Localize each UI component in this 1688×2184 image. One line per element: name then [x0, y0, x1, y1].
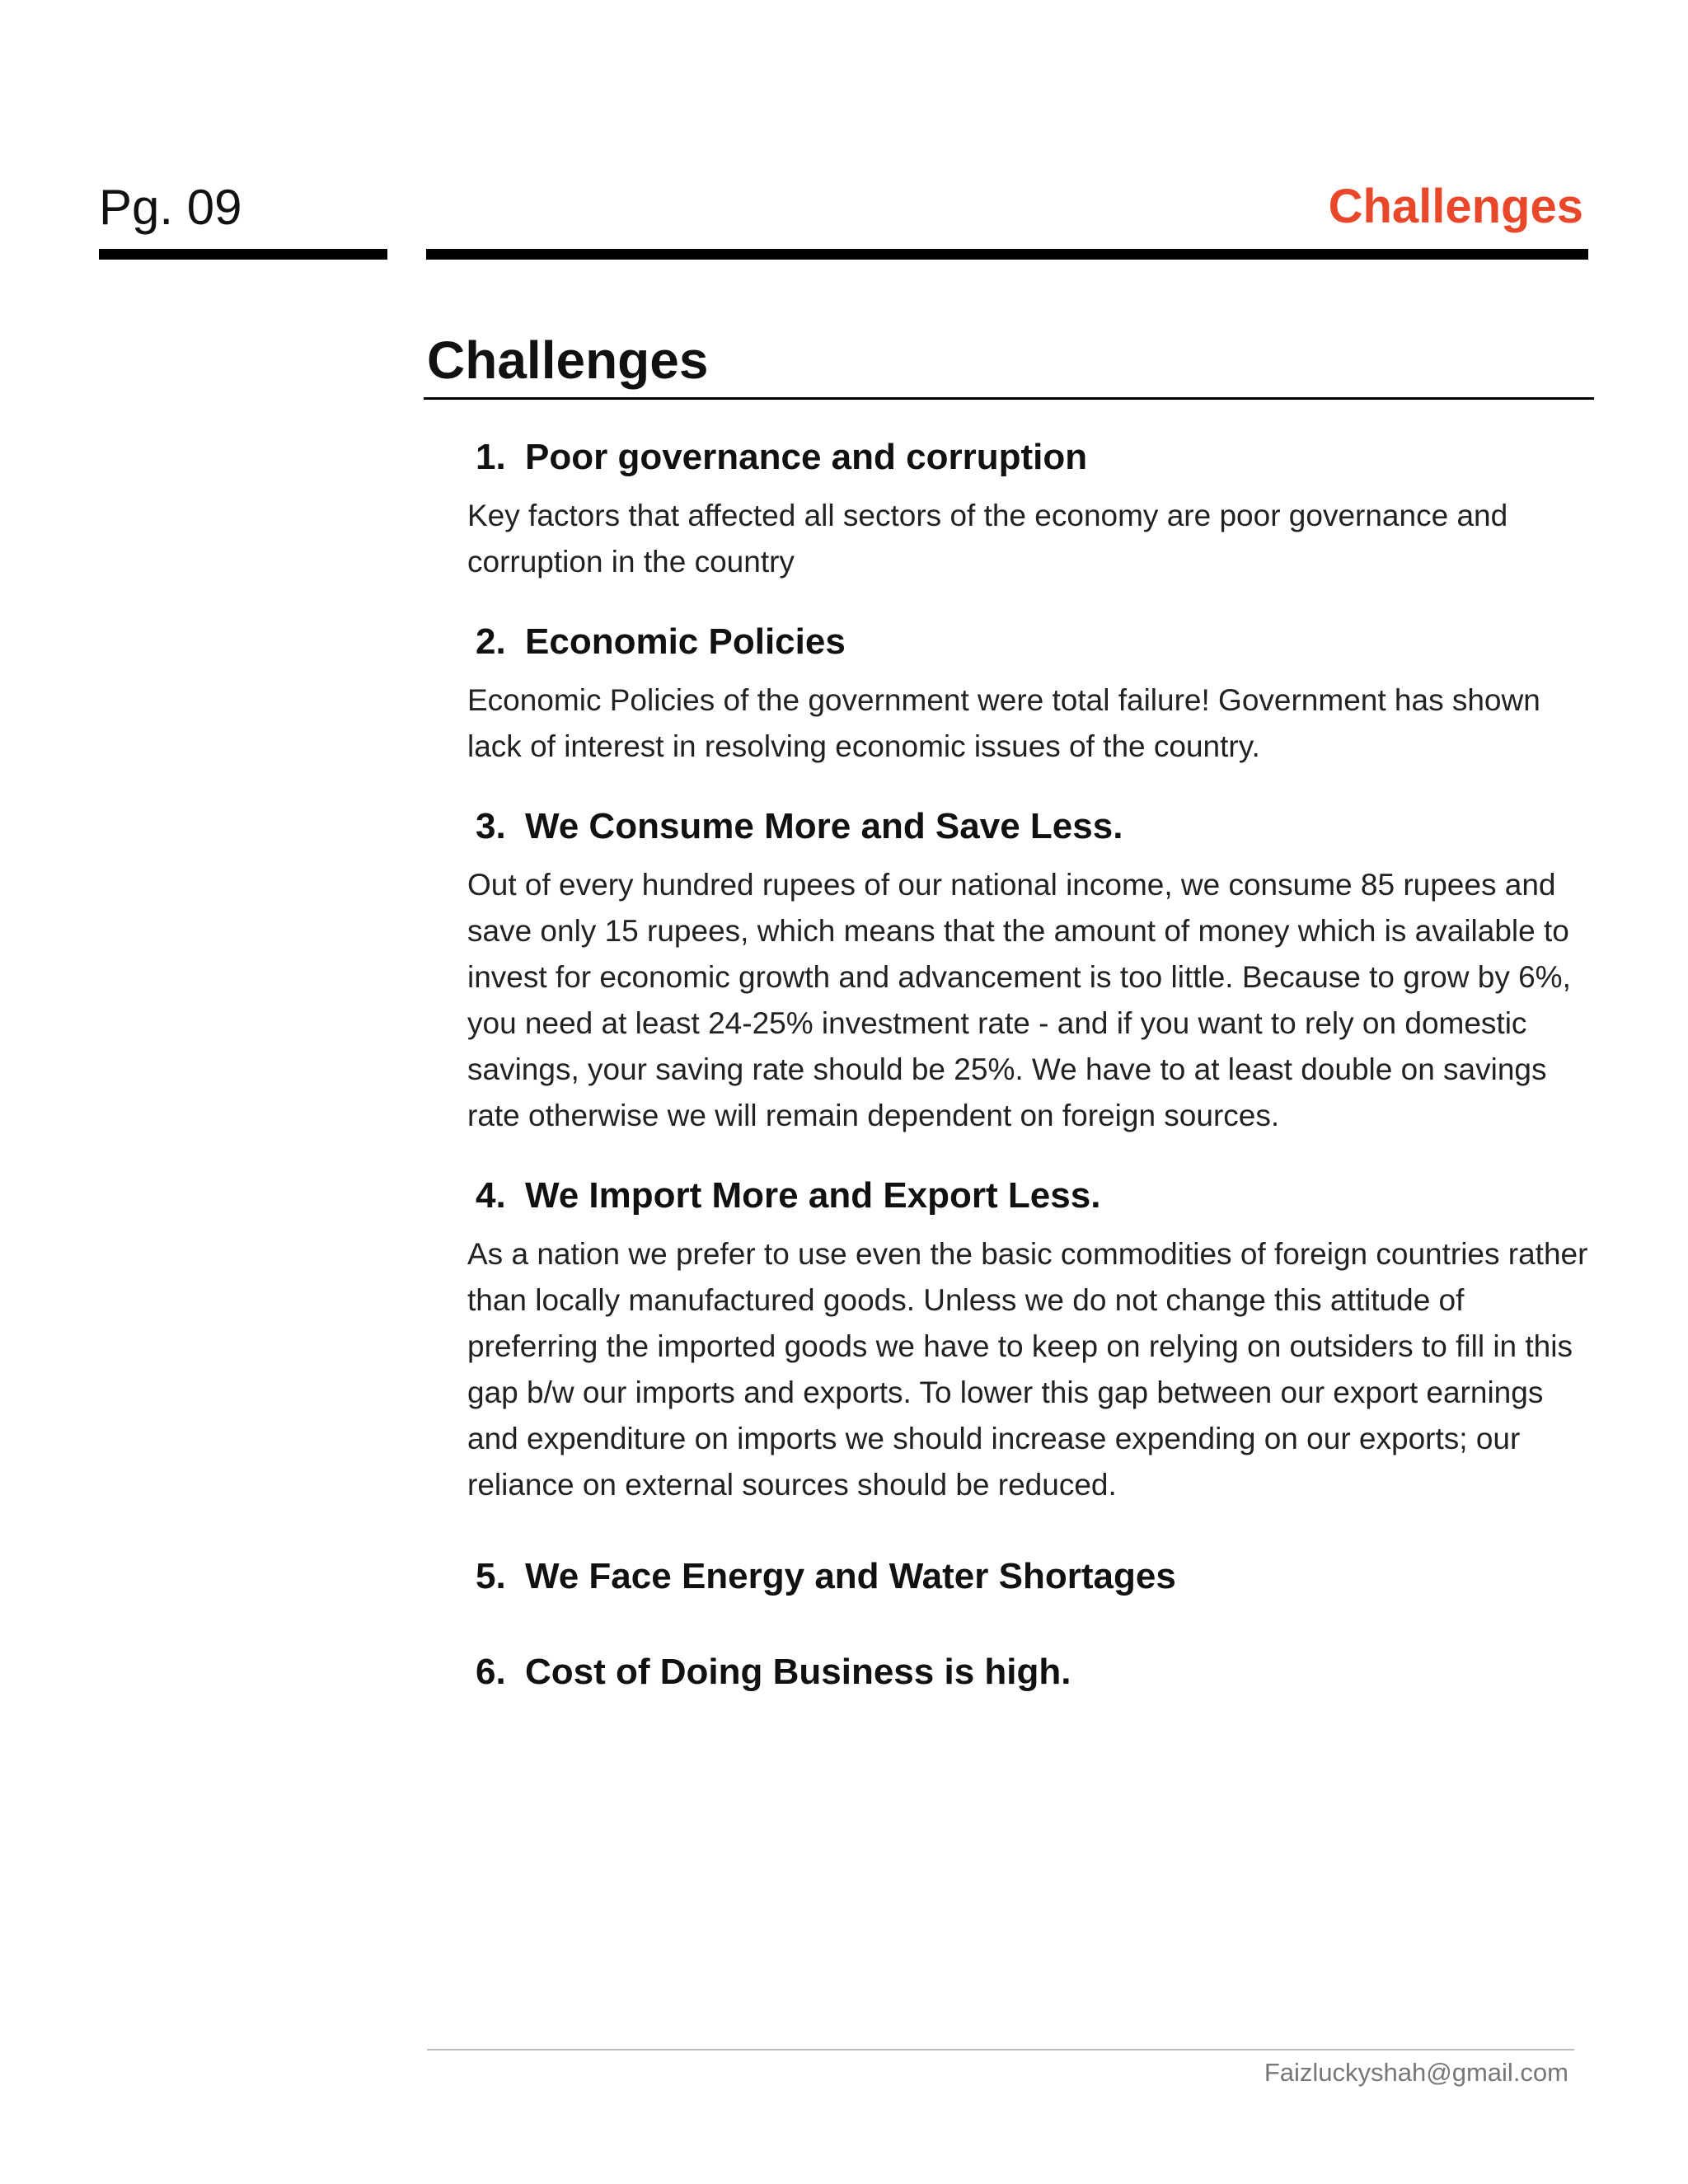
footer-rule [427, 2049, 1574, 2050]
item-heading [476, 430, 1597, 485]
footer-email: Faizluckyshah@gmail.com [1264, 2058, 1568, 2087]
item-title: Economic Policies [525, 621, 846, 662]
list-item [467, 430, 1597, 585]
item-title: We Import More and Export Less. [525, 1175, 1101, 1216]
item-number: 5. [476, 1556, 506, 1596]
item-text: As a nation we prefer to use even the basic commodities of foreign countries rather than locally manufactured goods. Unless we do not change this attitude of preferring the imported goods we have to keep on relying on outsiders to fill in this gap b/w our imports and exports. To lower this gap between our export earnings and expenditure on imports we should increase expending on our exports; our reliance on external sources should be reduced. [467, 1237, 1588, 1502]
item-number: 3. [476, 806, 506, 846]
item-heading [476, 1549, 1597, 1604]
section-underline [424, 397, 1594, 400]
item-title: Poor governance and corruption [525, 437, 1088, 477]
header-rule-left [99, 249, 387, 260]
item-title: We Face Energy and Water Shortages [525, 1556, 1176, 1596]
item-number: 4. [476, 1175, 506, 1216]
list-item [467, 799, 1597, 1139]
item-heading [476, 615, 1597, 669]
item-number: 1. [476, 437, 506, 477]
item-text: Key factors that affected all sectors of the economy are poor governance and corruption in the country [467, 499, 1508, 579]
list-item [467, 1549, 1597, 1604]
list-item [467, 1169, 1597, 1508]
item-number: 2. [476, 621, 506, 662]
item-title: We Consume More and Save Less. [525, 806, 1123, 846]
page-number: Pg. 09 [99, 180, 242, 235]
item-title: Cost of Doing Business is high. [525, 1652, 1071, 1692]
section-title: Challenges [427, 330, 709, 390]
item-number: 6. [476, 1652, 506, 1692]
item-heading [476, 1645, 1597, 1699]
item-text: Out of every hundred rupees of our national income, we consume 85 rupees and save only 15 rupees, which means that the amount of money which is available to invest for economic growth and advancement is too little. Because to grow by 6%, you need at least 24-25% investment rate - and if you want to rely on domestic savings, your saving rate should be 25%. We have to at least double on savings rate otherwise we will remain dependent on foreign sources. [467, 868, 1571, 1132]
item-heading [476, 1169, 1597, 1223]
challenges-list [467, 430, 1597, 1699]
list-item [467, 1645, 1597, 1699]
item-heading [476, 799, 1597, 854]
list-item [467, 615, 1597, 770]
item-text: Economic Policies of the government were total failure! Government has shown lack of interest in resolving economic issues of the country. [467, 683, 1540, 763]
header-rule-right [426, 249, 1588, 260]
header-title: Challenges [1328, 180, 1583, 233]
